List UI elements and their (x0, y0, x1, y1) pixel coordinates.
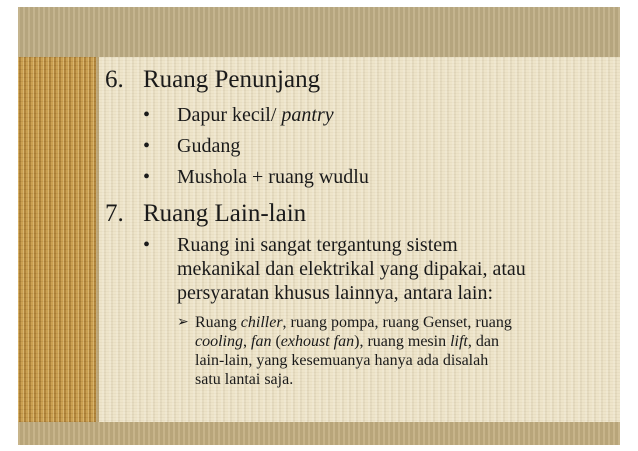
section-number: 7. (105, 200, 124, 227)
arrow-bullet-icon: ➢ (177, 314, 189, 330)
bullet-icon: • (143, 135, 151, 157)
section-title: Ruang Penunjang (143, 66, 321, 93)
slide: 6. Ruang Penunjang • Dapur kecil/ pantry • Gudang • Mushola + ruang wudlu 7. Ruang Lain-lain • Ruang ini sangat tergantung sistem mekanikal dan elektrikal yang dipakai, atau persyaratan khusus lainnya, antara lain: ➢ Ruang chiller, ruang pompa, ruang Genset, ruang cooling, fan (exhoust fan), ruang mesin lift, dan lain-lain, yang kesemuanya hanya ada disalah satu lantai saja. (18, 7, 620, 445)
paragraph-line: persyaratan khusus lainnya, antara lain: (177, 282, 493, 304)
sub-item-line: cooling, fan (exhoust fan), ruang mesin lift, dan (195, 333, 499, 350)
section-title: Ruang Lain-lain (143, 200, 307, 227)
list-item-text: Mushola + ruang wudlu (177, 166, 369, 188)
bullet-icon: • (143, 104, 151, 126)
top-band (18, 7, 620, 57)
paragraph-line: mekanikal dan elektrikal yang dipakai, atau (177, 258, 526, 280)
bullet-icon: • (143, 234, 151, 256)
bottom-band (18, 422, 620, 445)
list-item-text: Gudang (177, 135, 241, 157)
panel-divider (96, 57, 99, 422)
section-number: 6. (105, 66, 124, 93)
list-item-text: Dapur kecil/ pantry (177, 104, 334, 126)
sub-item-line: lain-lain, yang kesemuanya hanya ada disalah (195, 352, 489, 369)
sub-item-line: satu lantai saja. (195, 371, 294, 388)
bullet-icon: • (143, 166, 151, 188)
paragraph-line: Ruang ini sangat tergantung sistem (177, 234, 458, 256)
left-wood-panel (18, 57, 96, 422)
